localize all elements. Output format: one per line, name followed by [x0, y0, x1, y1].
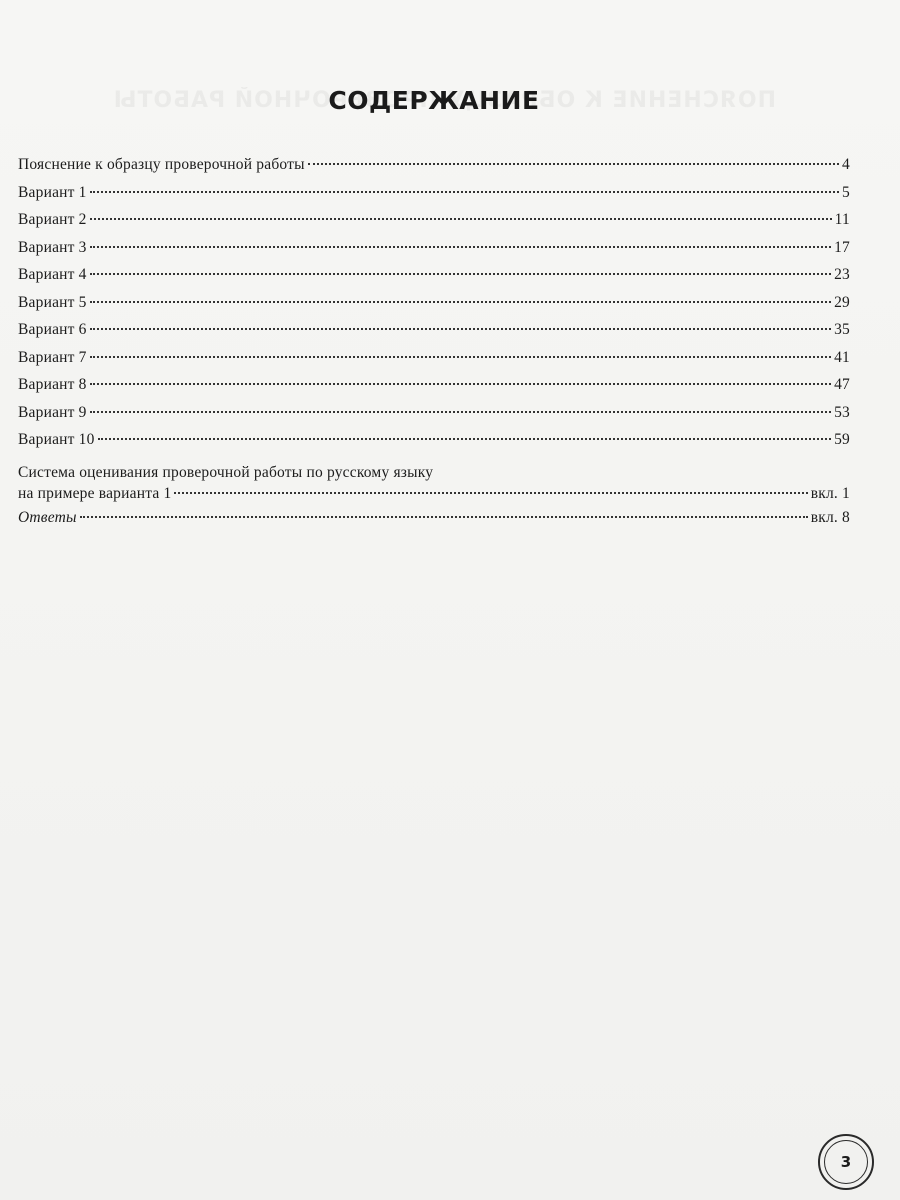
toc-entry-label: Вариант 2	[18, 211, 87, 228]
toc-entry-page: 29	[834, 293, 850, 311]
toc-entry-page: 47	[834, 376, 850, 393]
dot-leader	[90, 301, 831, 303]
toc-entry-page: 4	[842, 156, 850, 173]
dot-leader	[80, 516, 808, 518]
toc-entry-page: 35	[834, 321, 850, 338]
dot-leader	[90, 273, 831, 275]
dot-leader	[90, 191, 839, 193]
toc-entry[interactable]	[18, 376, 850, 404]
toc-entry-assessment[interactable]	[18, 461, 850, 509]
toc-entry-label: Вариант 7	[18, 348, 87, 366]
toc-entry[interactable]	[18, 239, 850, 267]
toc-entry-label: Пояснение к образцу проверочной работы	[18, 156, 305, 173]
dot-leader	[90, 218, 832, 220]
toc-entry-label: Вариант 1	[18, 183, 87, 201]
page-number-badge	[818, 1134, 874, 1190]
toc-entry-label: Вариант 3	[18, 238, 87, 256]
toc-entry-page: 5	[842, 183, 850, 201]
toc-entry-label: Вариант 6	[18, 321, 87, 338]
dot-leader	[90, 246, 831, 248]
toc-entry-label-line2: на примере варианта 1	[18, 484, 172, 502]
toc-entry-label: Вариант 4	[18, 266, 87, 283]
dot-leader	[90, 411, 831, 413]
dot-leader	[174, 492, 807, 494]
toc-entry-label: Вариант 8	[18, 376, 87, 393]
dot-leader	[98, 438, 832, 440]
toc-entry[interactable]	[18, 266, 850, 294]
toc-entry[interactable]	[18, 294, 850, 322]
toc-entry-page: 11	[834, 211, 850, 228]
toc-entry[interactable]	[18, 404, 850, 432]
toc-entry[interactable]	[18, 156, 850, 184]
toc-entry-label: Вариант 10	[18, 431, 95, 448]
dot-leader	[90, 328, 831, 330]
page-title: СОДЕРЖАНИЕ	[328, 86, 540, 115]
toc-entry-page: вкл. 1	[810, 484, 850, 502]
toc-entry-label: Вариант 5	[18, 293, 87, 311]
dot-leader	[90, 356, 831, 358]
toc-entry-page: 23	[834, 266, 850, 283]
toc-entry-page: 41	[834, 348, 850, 366]
toc-entry-label: Вариант 9	[18, 403, 87, 421]
dot-leader	[90, 383, 831, 385]
toc-entry-page: 59	[834, 431, 850, 448]
dot-leader	[308, 163, 839, 165]
toc-entry[interactable]	[18, 431, 850, 459]
toc-entry-label-line1: Система оценивания проверочной работы по русскому языку	[18, 463, 434, 481]
toc-entry[interactable]	[18, 211, 850, 239]
page-number: 3	[824, 1140, 868, 1184]
toc-entry-answers[interactable]	[18, 509, 850, 535]
toc-entry-page: вкл. 8	[810, 508, 850, 526]
toc-entry[interactable]	[18, 349, 850, 377]
toc-entry[interactable]	[18, 184, 850, 212]
toc-entry[interactable]	[18, 321, 850, 349]
toc-entry-page: 53	[834, 403, 850, 421]
table-of-contents	[18, 156, 850, 535]
toc-entry-page: 17	[834, 238, 850, 256]
toc-entry-line2	[18, 485, 850, 509]
toc-entry-label: Ответы	[18, 508, 77, 526]
